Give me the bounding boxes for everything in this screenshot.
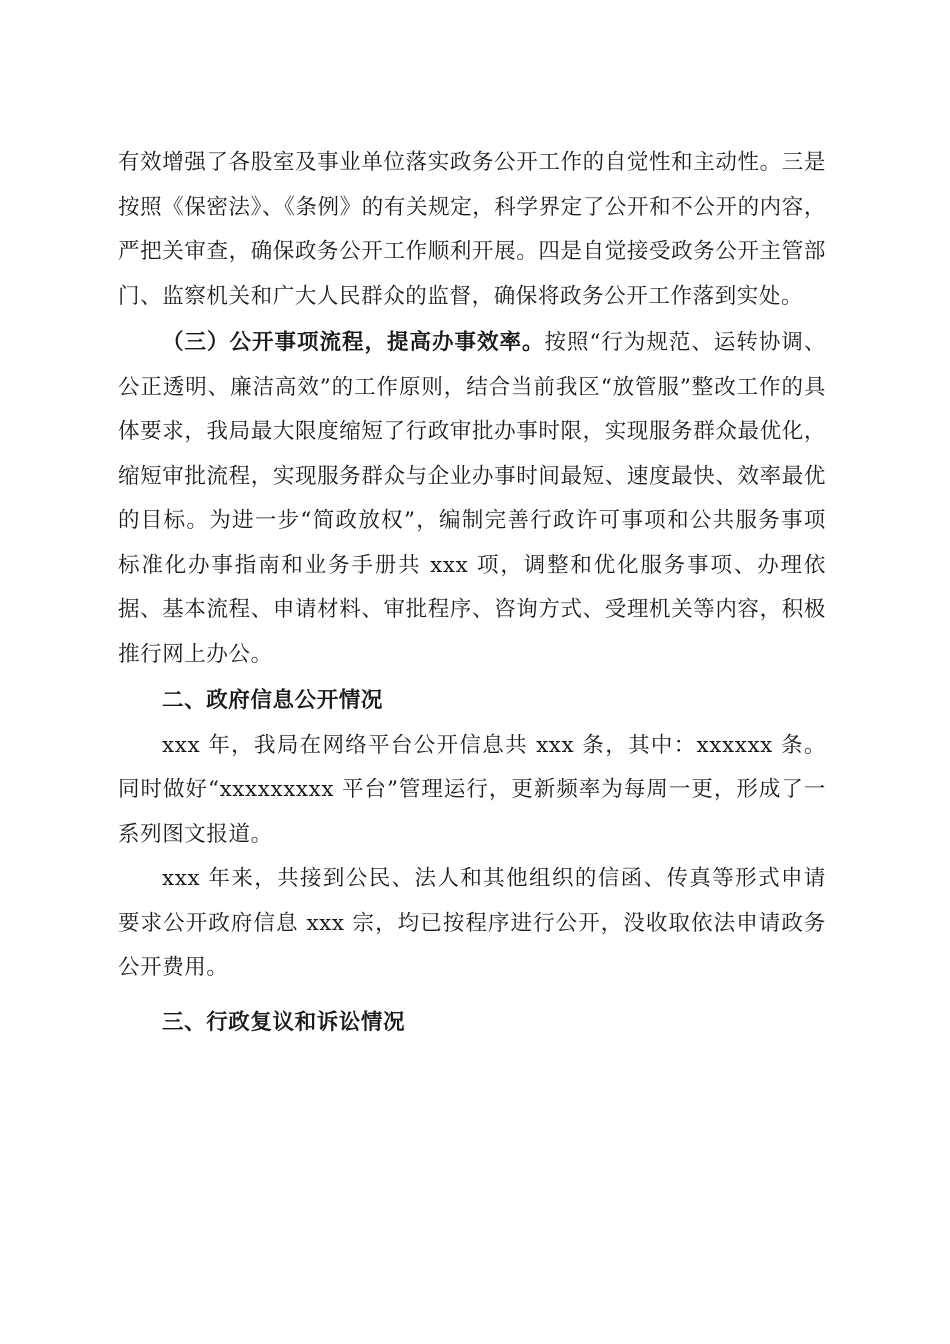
paragraph-applications: xxx 年来，共接到公民、法人和其他组织的信函、传真等形式申请要求公开政府信息 xxx 宗，均已按程序进行公开，没收取依法申请政务公开费用。 xyxy=(118,866,826,980)
section-3-lead: （三）公开事项流程，提高办事效率。 xyxy=(162,330,545,355)
paragraph-platform-info: xxx 年，我局在网络平台公开信息共 xxx 条，其中：xxxxxx 条。同时做好“xxxxxxxxx 平台”管理运行，更新频率为每周一更，形成了一系列图文报道。 xyxy=(118,732,826,847)
document-body xyxy=(118,141,826,1045)
heading-review-litigation: 三、行政复议和诉讼情况 xyxy=(162,1009,406,1035)
paragraph-continuation: 有效增强了各股室及事业单位落实政务公开工作的自觉性和主动性。三是按照《保密法》、《条例》的有关规定，科学界定了公开和不公开的内容，严把关审查，确保政务公开工作顺利开展。四是自觉接受政务公开主管部门、监察机关和广大人民群众的监督，确保将政务公开工作落到实处。 xyxy=(118,150,826,309)
section-3-body: 按照“行为规范、运转协调、公正透明、廉洁高效”的工作原则，结合当前我区“放管服”整改工作的具体要求，我局最大限度缩短了行政审批办事时限，实现服务群众最优化，缩短审批流程，实现服务群众与企业办事时间最短、速度最快、效率最优的目标。为进一步“简政放权”，编制完善行政许可事项和公共服务事项标准化办事指南和业务手册共 xxx 项，调整和优化服务事项、办理依据、基本流程、申请材料、审批程序、咨询方式、受理机关等内容，积极推行网上办公。 xyxy=(118,330,827,667)
paragraph-section-3 xyxy=(118,321,826,677)
heading-government-info: 二、政府信息公开情况 xyxy=(162,688,384,713)
spacer xyxy=(118,991,826,1001)
